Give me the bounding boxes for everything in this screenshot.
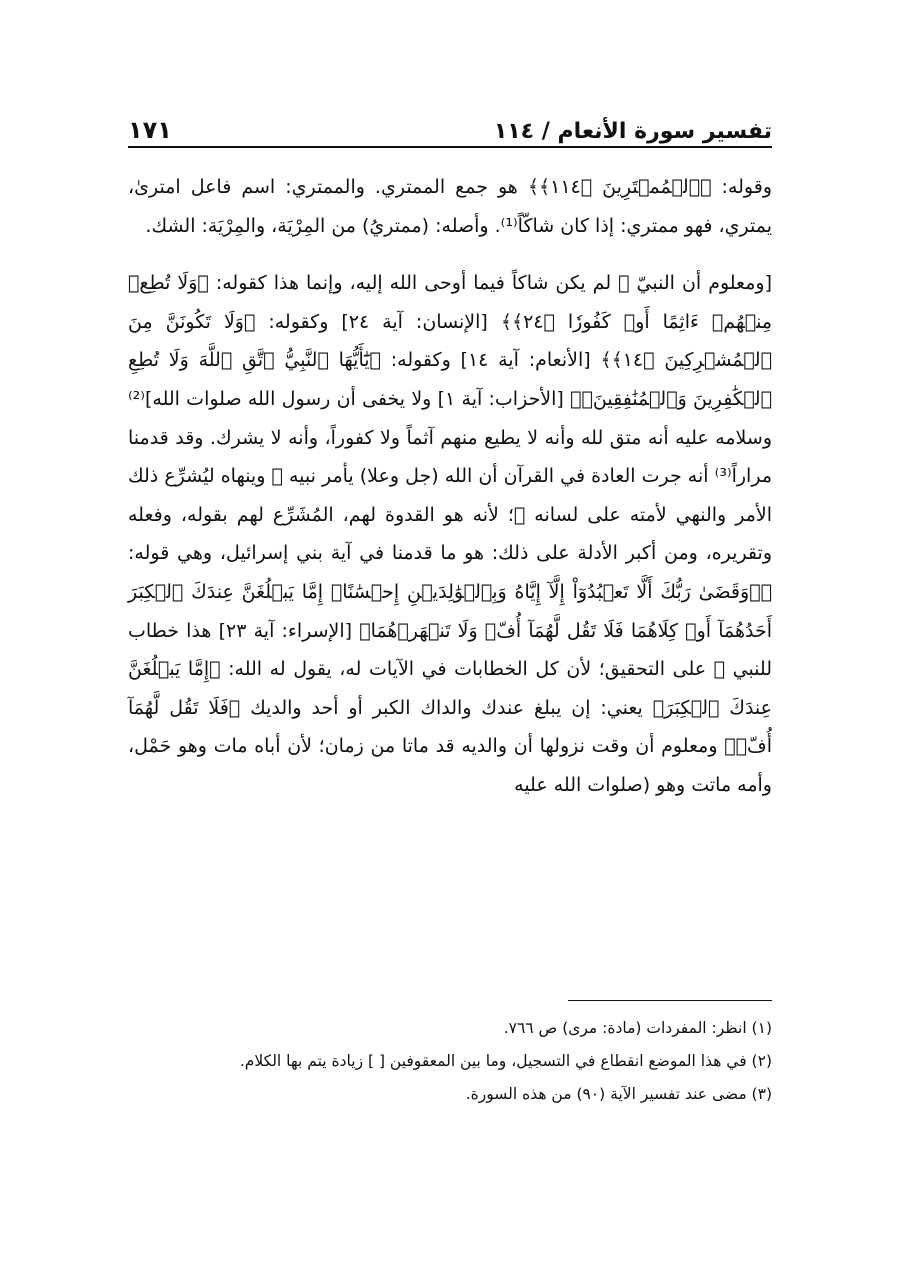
running-title: تفسير سورة الأنعام / ١١٤ — [493, 119, 772, 144]
page-number: ١٧١ — [128, 116, 172, 144]
header-rule — [128, 146, 772, 148]
footnote: (٢) في هذا الموضع انقطاع في التسجيل، وما بين المعقوفين [ ] زيادة يتم بها الكلام. — [239, 1052, 772, 1070]
footnotes — [128, 1014, 772, 1113]
footnote-separator — [568, 1000, 772, 1001]
page-header — [128, 104, 772, 144]
footnote: (١) انظر: المفردات (مادة: مرى) ص ٧٦٦. — [503, 1019, 772, 1037]
footnote: (٣) مضى عند تفسير الآية (٩٠) من هذه السورة. — [465, 1085, 772, 1103]
paragraph: [ومعلوم أن النبيّ ﷺ لم يكن شاكاً فيما أوحى الله إليه، وإنما هذا كقوله: ﴿وَلَا تُطِعۡ مِنۡهُمۡ ءَاثِمًا أَوۡ كَفُورٗا ﴿٢٤﴾﴾ [الإنسان: آية ٢٤] وكقوله: ﴿وَلَا تَكُونَنَّ مِنَ ٱلۡمُشۡرِكِينَ ﴿١٤﴾﴾ [الأنعام: آية ١٤] وكقوله: ﴿يَٰٓأَيُّهَا ٱلنَّبِيُّ ٱتَّقِ ٱللَّهَ وَلَا تُطِعِ ٱلۡكَٰفِرِينَ وَٱلۡمُنَٰفِقِينَۚ﴾ [الأحزاب: آية ١] ولا يخفى أن رسول الله صلوات الله]⁽²⁾ وسلامه عليه أنه متق لله وأنه لا يطيع منهم آثماً ولا كفوراً، وأنه لا يشرك. وقد قدمنا مراراً⁽³⁾ أنه جرت العادة في القرآن أن الله (جل وعلا) يأمر نبيه ﷺ وينهاه ليُشرِّع ذلك الأمر والنهي لأمته على لسانه ﷺ؛ لأنه هو القدوة لهم، المُشَرِّع لهم بقوله، وفعله وتقريره، ومن أكبر الأدلة على ذلك: هو ما قدمنا في آية بني إسرائيل، وهي قوله: ﴿۞وَقَضَىٰ رَبُّكَ أَلَّا تَعۡبُدُوٓاْ إِلَّآ إِيَّاهُ وَبِٱلۡوَٰلِدَيۡنِ إِحۡسَٰنًاۚ إِمَّا يَبۡلُغَنَّ عِندَكَ ٱلۡكِبَرَ أَحَدُهُمَآ أَوۡ كِلَاهُمَا فَلَا تَقُل لَّهُمَآ أُفّٖ وَلَا تَنۡهَرۡهُمَا﴾ [الإسراء: آية ٢٣] هذا خطاب للنبي ﷺ على التحقيق؛ لأن كل الخطابات في الآيات له، يقول له الله: ﴿إِمَّا يَبۡلُغَنَّ عِندَكَ ٱلۡكِبَرَ﴾ يعني: إن يبلغ عندك والداك الكبر أو أحد والديك ﴿فَلَا تَقُل لَّهُمَآ أُفّٖ﴾ ومعلوم أن وقت نزولها أن والديه قد ماتا من زمان؛ لأن أباه مات وهو حَمْل، وأمه ماتت وهو (صلوات الله عليه — [128, 272, 773, 796]
paragraph: وقوله: ﴿ٱلۡمُمۡتَرِينَ ﴿١١٤﴾﴾ هو جمع الممتري. والممتري: اسم فاعل امترىٰ، يمتري، فهو ممتري: إذا كان شاكّاً⁽¹⁾. وأصله: (ممتريُ) من المِرْيَة، والمِرْيَة: الشك. — [128, 176, 772, 237]
main-text — [128, 168, 772, 805]
